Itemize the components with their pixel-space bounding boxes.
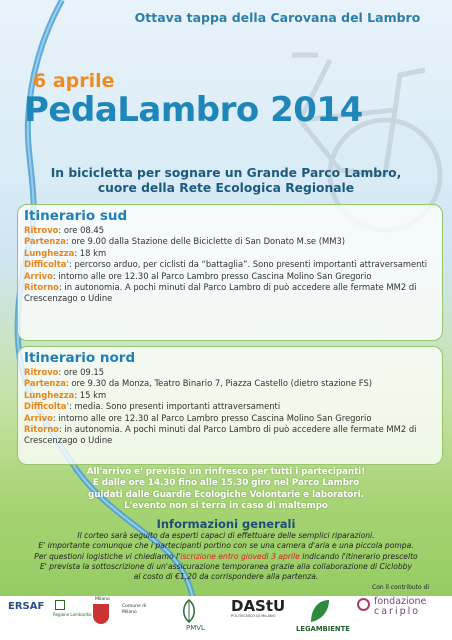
nord-arrivo [24, 413, 436, 424]
milano-crest-icon [93, 604, 109, 624]
itinerario-sud-heading: Itinerario sud [24, 208, 128, 224]
nord-ritorno [24, 424, 436, 447]
regione-lombardia-icon [55, 600, 65, 610]
contributo-label: Con il contributo di [372, 584, 430, 591]
pmvl-leaf-icon [176, 598, 202, 624]
tagline-line-2: cuore della Rete Ecologica Regionale [97, 181, 355, 195]
event-tagline [16, 166, 436, 196]
informazioni-text [24, 531, 428, 582]
itinerario-nord-heading: Itinerario nord [24, 350, 136, 366]
informazioni-line-5: al costo di €1,20 da corrispondere alla partenza. [133, 572, 319, 582]
nord-ritorno-label: Ritorno [24, 424, 59, 435]
sud-arrivo [24, 271, 436, 282]
nord-partenza [24, 378, 436, 389]
nord-lunghezza [24, 390, 436, 401]
event-subtitle: Ottava tappa della Carovana del Lambro [134, 10, 421, 25]
sud-partenza-value: : ore 9.00 dalla Stazione delle Biciclette di San Donato M.se (MM3) [65, 236, 346, 247]
fondazione-cariplo-logo [374, 597, 426, 617]
nord-ritrovo [24, 367, 436, 378]
nord-partenza-value: : ore 9.30 da Monza, Teatro Binario 7, Piazza Castello (dietro stazione FS) [65, 378, 373, 389]
arrival-info-line-1: All'arrivo e' previsto un rinfresco per tutti i partecipanti! [86, 467, 366, 477]
tagline-line-1: In bicicletta per sognare un Grande Parco Lambro, [50, 166, 402, 180]
sud-partenza-label: Partenza [24, 236, 66, 247]
informazioni-line-2: E' importante comunque che i partecipanti portino con se una camera d'aria e una piccola pompa. [38, 541, 414, 551]
legambiente-logo: LEGAMBIENTE [296, 625, 350, 633]
informazioni-line-3b: indicando l'itinerario prescelto [299, 551, 418, 561]
nord-lunghezza-value: : 15 km [74, 389, 107, 400]
ersaf-logo: ERSAF [8, 601, 45, 612]
nord-difficolta-value: : media. Sono presenti importanti attraversamenti [68, 401, 281, 412]
sud-lunghezza [24, 248, 436, 259]
sud-difficolta [24, 259, 436, 270]
itinerario-sud-box [17, 204, 443, 341]
nord-ritrovo-label: Ritrovo [24, 367, 59, 377]
fondazione-cariplo-icon [357, 598, 370, 611]
event-date: 6 aprile [33, 70, 115, 92]
sud-difficolta-value: : percorso arduo, per ciclisti da “battaglia”. Sono presenti importanti attraversamenti [68, 259, 428, 270]
nord-partenza-label: Partenza [24, 378, 66, 389]
sud-ritrovo [24, 225, 436, 236]
sud-lunghezza-label: Lunghezza [24, 247, 75, 258]
sud-ritorno [24, 282, 436, 305]
sud-difficolta-label: Difficolta' [24, 259, 69, 270]
arrival-info-line-2: E dalle ore 14.30 fino alle 15.30 giro nel Parco Lambro [92, 478, 360, 489]
iscrizione-deadline: iscrizione entro giovedì 3 aprile [180, 551, 300, 561]
nord-ritrovo-value: : ore 09.15 [58, 367, 105, 377]
comune-milano-logo: Comune di Milano [122, 604, 147, 615]
arrival-info [30, 467, 422, 512]
nord-ritorno-value: : in autonomia. A pochi minuti dal Parco Lambro di può accedere alle fermate MM2 di Crescenzago o Udine [24, 424, 417, 446]
arrival-info-line-3: guidati dalle Guardie Ecologiche Volontarie e laboratori. [88, 489, 364, 500]
nord-difficolta-label: Difficolta' [24, 401, 69, 412]
sud-lunghezza-value: : 18 km [74, 247, 107, 258]
regione-lombardia-logo: Regione Lombardia [53, 612, 92, 617]
nord-lunghezza-label: Lunghezza [24, 389, 75, 400]
informazioni-line-3 [24, 552, 428, 562]
sud-ritrovo-label: Ritrovo [24, 225, 59, 235]
event-title: PedaLambro 2014 [24, 90, 363, 130]
sud-ritrovo-value: : ore 08.45 [58, 225, 105, 235]
sud-partenza [24, 236, 436, 247]
sud-ritorno-value: : in autonomia. A pochi minuti dal Parco Lambro di può accedere alle fermate MM2 di Crescenzago o Udine [24, 282, 417, 304]
nord-arrivo-value: : intorno alle ore 12.30 al Parco Lambro presso Cascina Molino San Gregorio [52, 412, 372, 423]
informazioni-line-1: Il corteo sarà seguito da esperti capaci di effettuare delle semplici riparazioni. [77, 531, 375, 540]
informazioni-line-4: E' prevista la sottoscrizione di un'assicurazione temporanea grazie alla collaborazione di Ciclobby [40, 561, 412, 571]
sud-arrivo-value: : intorno alle ore 12.30 al Parco Lambro presso Cascina Molino San Gregorio [52, 270, 372, 281]
sud-ritorno-label: Ritorno [24, 282, 59, 293]
sud-arrivo-label: Arrivo [24, 270, 53, 281]
itinerario-nord-box [17, 346, 443, 465]
pmvl-logo: PMVL [186, 624, 205, 632]
fondazione-line-2: cariplo [374, 606, 421, 617]
informazioni-title: Informazioni generali [156, 517, 296, 531]
legambiente-icon [307, 598, 331, 624]
nord-arrivo-label: Arrivo [24, 412, 53, 423]
nord-difficolta [24, 401, 436, 412]
fondazione-line-1: fondazione [374, 596, 427, 607]
milano-label: Milano [95, 597, 110, 602]
dastu-subtitle: POLITECNICO DI MILANO [231, 614, 276, 618]
dastu-logo: DAStU [231, 597, 286, 615]
informazioni-line-3a: Per questioni logistiche vi chiediamo l' [34, 551, 181, 561]
arrival-info-line-4: L'evento non si terrà in caso di maltempo [124, 500, 328, 511]
